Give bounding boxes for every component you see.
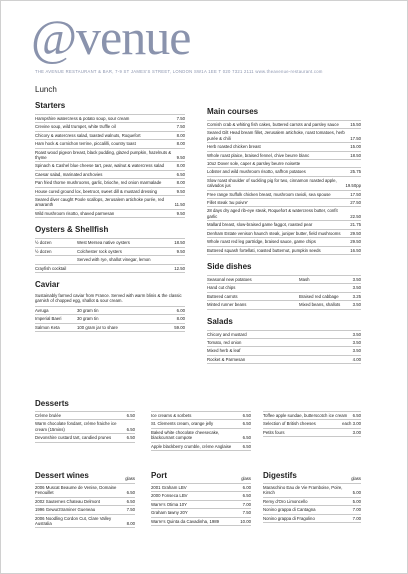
main-item [207, 207, 361, 221]
dessert-item [263, 412, 361, 420]
starter-item-price: 9.50 [176, 188, 185, 194]
oyster-item-price: 18.50 [174, 240, 185, 246]
salad-item-name: Rocket & Parmesan [207, 356, 246, 362]
main-item-name: Fillet steak 'au poivre' [207, 200, 249, 206]
dessert-item-name: Petits fours [263, 429, 285, 435]
dessert-item [35, 434, 135, 442]
digestifs-heading: Digestifs [263, 471, 297, 480]
caviar-item-name: 100 gram jar to share [77, 324, 118, 330]
dessert-item-price: each 3.00 [342, 421, 361, 427]
side-item [207, 293, 361, 301]
digestifs-section [263, 471, 361, 523]
digestif-item-price: 5.00 [352, 490, 361, 496]
main-item-price: 16.50 [350, 247, 361, 253]
dessert-item-price: 6.50 [126, 426, 135, 432]
starters-heading: Starters [35, 101, 66, 110]
starter-item [35, 115, 185, 123]
main-item-name: Denham Estate venison haunch steak, juniper butter, field mushrooms [207, 230, 341, 236]
main-item [207, 168, 361, 176]
main-item-name: Mallard breast, slow-braised game faggot, roasted pear [207, 222, 313, 228]
salad-item [207, 331, 361, 339]
dessert-wine-item-name: 2006 Noodling Cordon Cut, Clare Valley Australia [35, 515, 112, 527]
oyster-item-name: West Mersea native oysters [77, 240, 130, 246]
salad-item-price: 3.50 [352, 339, 361, 345]
dessert-item [263, 420, 361, 428]
main-item [207, 152, 361, 160]
port-item-price: 7.50 [242, 510, 251, 516]
main-item-name: Herb roasted chicken breast [207, 144, 261, 150]
caviar-item-price: 8.00 [176, 316, 185, 322]
mains-heading: Main courses [207, 107, 259, 116]
main-item-name: Slow roast shoulder of suckling pig for two, cinnamon roasted apple, calvados jus [207, 177, 337, 189]
oyster-item-qty: ½ dozen [35, 240, 52, 246]
oysters-heading: Oysters & Shellfish [35, 225, 109, 235]
dessert-item-price: 6.50 [242, 421, 251, 427]
salad-item [207, 347, 361, 355]
main-item-name: Whole roast red leg partridge, braised sauce, game chips [207, 239, 316, 245]
restaurant-address: THE AVENUE RESTAURANT & BAR, 7-9 ST JAMES'S STREET, LONDON SW1A 1EE T 020 7321 2111 www.theavenue-restaurant.com [35, 69, 323, 74]
starter-item-price: 7.50 [176, 124, 185, 130]
digestif-item [263, 515, 361, 523]
dessert-wine-item-price: 6.50 [126, 490, 135, 496]
main-item [207, 129, 361, 143]
starter-item-name: Pan fried thorne mushrooms, garlic, brioche, red onion marmalade [35, 180, 162, 186]
salad-item-price: 4.00 [352, 356, 361, 362]
dessert-item-name: Toffee apple sundae, butterscotch ice cream [263, 413, 348, 418]
main-item-price: 18.50 [350, 152, 361, 158]
digestif-item-price: 7.00 [352, 515, 361, 521]
side-item-price: 3.50 [352, 285, 361, 291]
salad-item [207, 356, 361, 364]
starter-item [35, 149, 185, 163]
salads-list [207, 331, 361, 365]
dessert-item [151, 412, 251, 420]
dessert-item-name: Crème brulée [35, 413, 62, 418]
caviar-item [35, 315, 185, 323]
caviar-item-name: 30 gram tin [77, 316, 99, 322]
caviar-item-qty: Avruga [35, 307, 49, 313]
port-item-name: Warre's Quinta da Cavadinha, 1989 [151, 518, 220, 524]
digestif-item [263, 484, 361, 498]
main-item-price: 17.50 [350, 135, 361, 141]
main-item-name: Lobster and wild mushroom risotto, saffron potatoes [207, 169, 306, 175]
mains-list [207, 121, 361, 255]
digestif-item-name: Nonino grappa di Fragolino [263, 515, 315, 521]
caviar-item-price: 59.00 [174, 324, 185, 330]
starter-item-name: Ham hock & cornichon terrine, piccalilli, country toast [35, 141, 136, 147]
digestif-item-name: Remy d'Oro Limoncello [263, 498, 308, 504]
oyster-item-qty: Crayfish cocktail [35, 265, 67, 271]
dessert-wine-item [35, 498, 135, 506]
side-item-first: Seasonal new potatoes [207, 276, 252, 282]
starter-item [35, 162, 185, 170]
starter-item-name: Chicory & watercress salad, toasted walnuts, Roquefort [35, 132, 141, 138]
main-item [207, 221, 361, 229]
dessert-wine-item-name: 2002 Sauternes Chateau Delmont [35, 498, 100, 504]
caviar-item-price: 6.00 [176, 307, 185, 313]
caviar-intro: Sustainably farmed caviar from France. Served with warm blinis & the classic garnish of chopped egg, shallot & sour cream. [35, 292, 182, 304]
main-item-name: Seared Gilt Head bream fillet, Jerusalem artichoke, roast tomatoes, herb purée & chili [207, 130, 345, 141]
desserts-col3 [263, 411, 361, 437]
starter-item [35, 132, 185, 140]
port-item [151, 484, 251, 492]
main-item [207, 247, 361, 255]
starter-item-price: 9.50 [176, 155, 185, 161]
salads-heading: Salads [207, 316, 233, 326]
port-item-name: Warre's Otima 10Y [151, 501, 187, 507]
main-item-price: 27.50 [350, 200, 361, 206]
side-item-second: Mash [299, 276, 310, 282]
oyster-item [35, 256, 185, 264]
dessert-item-name: Baked white chocolate cheesecake, blackcurrant compote [151, 429, 220, 441]
digestif-item-price: 5.00 [352, 498, 361, 504]
oyster-item-price: 9.50 [176, 248, 185, 254]
main-item [207, 143, 361, 151]
main-item-name: Whole roast plaice, braised fennel, chive beurre blanc [207, 152, 310, 158]
main-item-price: 22.50 [350, 213, 361, 219]
digestif-item-name: Nonino grappa di Cantagna [263, 507, 316, 513]
dessert-wines-glass-label: glass [125, 476, 135, 481]
port-item [151, 492, 251, 500]
digestif-item [263, 498, 361, 506]
right-column [207, 107, 361, 364]
starter-item [35, 171, 185, 179]
dessert-item-price: 6.50 [242, 435, 251, 441]
starter-item [35, 196, 185, 210]
dessert-item-name: Selection of British cheeses [263, 421, 316, 427]
starter-item [35, 179, 185, 187]
starter-item-name: Caesar salad, marinated anchovies [35, 171, 103, 177]
dessert-item-name: St. Clements cream, orange jelly [151, 421, 214, 427]
starter-item [35, 140, 185, 148]
caviar-item-qty: Salmon Keta [35, 324, 60, 330]
dessert-wine-item-name: 2006 Muscat Beaume de Venise, Domaine Fenouillet [35, 485, 117, 496]
salad-item-name: Tomato, red onion [207, 339, 242, 345]
salad-item-name: Chicory and mustard [207, 331, 247, 337]
side-item-price: 3.50 [352, 302, 361, 308]
oyster-item-name: Served with rye, shallot vinegar, lemon [77, 257, 151, 263]
side-item-second: Mixed beans, shallots [299, 302, 341, 308]
side-item-price: 3.50 [352, 276, 361, 282]
port-glass-label: glass [241, 476, 251, 481]
dessert-wines-section [35, 471, 135, 528]
sides-list [207, 276, 361, 310]
desserts-heading: Desserts [35, 399, 69, 408]
port-item-price: 7.00 [242, 501, 251, 507]
dessert-wine-item [35, 484, 135, 498]
side-item [207, 301, 361, 309]
dessert-item-name: Ice creams & sorbets [151, 413, 192, 418]
dessert-item-name: Warm chocolate fondant, crème fraiche ice cream (15mins) [35, 421, 117, 432]
starter-item-name: Hampshire watercress & potato soup, sour cream [35, 116, 130, 121]
oyster-item [35, 248, 185, 256]
main-item-price: 29.50 [350, 239, 361, 245]
dessert-item [35, 412, 135, 420]
side-item-price: 3.25 [352, 293, 361, 299]
salad-item [207, 339, 361, 347]
dessert-item-price: 3.00 [352, 429, 361, 435]
dessert-item-price: 6.50 [242, 413, 251, 418]
starter-item-price: 8.00 [176, 132, 185, 138]
dessert-wine-item-price: 6.50 [126, 498, 135, 504]
starter-item-name: Spinach & Cashel blue cheese tart, pear, walnut & watercress salad [35, 163, 164, 169]
left-column [35, 101, 185, 332]
caviar-item [35, 324, 185, 332]
caviar-item-name: 30 gram tin [77, 307, 99, 313]
main-item [207, 160, 361, 168]
starter-item-name: Roast wood pigeon breast, black pudding, glazed pumpkin, hazelnuts & thyme [35, 149, 172, 161]
port-item [151, 501, 251, 509]
caviar-heading: Caviar [35, 279, 60, 289]
starters-list [35, 115, 185, 218]
oyster-item-name [77, 266, 174, 271]
port-item-name: 2001 Graham LBV [151, 485, 187, 490]
port-item-price: 10.00 [240, 518, 251, 524]
starter-item-name: Crevine soup, wild trumpet, white truffle oil [35, 124, 116, 130]
desserts-col1 [35, 411, 135, 443]
port-item-name: Graham tawny 20Y [151, 510, 188, 516]
caviar-list [35, 307, 185, 332]
port-heading: Port [151, 471, 167, 480]
caviar-item-qty: Imperial Baeri [35, 316, 62, 322]
side-item-first: Hand cut chips [207, 285, 236, 291]
salad-item-name: Mixed herb & leaf [207, 348, 241, 354]
dessert-item-price: 6.50 [126, 435, 135, 441]
starter-item-price: 8.00 [176, 163, 185, 169]
dessert-wine-item-price: 7.50 [126, 507, 135, 513]
main-item-price: 29.50 [350, 230, 361, 236]
oyster-item-price: 12.50 [174, 265, 185, 271]
main-item-name: 28 days dry aged rib-eye steak, Roquefort & watercress butter, confit garlic [207, 208, 338, 219]
oyster-item-name: Colchester rock oysters [77, 248, 122, 254]
oyster-item [35, 239, 185, 247]
starter-item-name: Seared diver caught Poole scallops, Jerusalem artichoke purée, red amaranth [35, 197, 164, 208]
starter-item-price: 11.50 [174, 202, 185, 208]
dessert-wines-heading: Dessert wines [35, 471, 89, 480]
starter-item [35, 123, 185, 131]
oyster-item-qty [35, 257, 77, 262]
main-item-name: Cornish crab & whiting fish cakes, buttered carrots and parsley sauce [207, 122, 339, 127]
main-item-price: 15.50 [350, 122, 361, 127]
dessert-wine-item-price: 8.00 [126, 521, 135, 527]
port-item [151, 518, 251, 526]
starter-item-name: House cured ground lox, beetroot, sweet dill & mustard dressing [35, 188, 158, 194]
main-item-price: 15.00 [350, 144, 361, 150]
side-item-first: Buttered carrots [207, 293, 238, 299]
side-item-second: Braised red cabbage [299, 293, 339, 299]
side-item [207, 276, 361, 284]
desserts-col2 [151, 411, 251, 451]
caviar-item [35, 307, 185, 315]
port-item-price: 6.00 [242, 485, 251, 490]
main-item [207, 230, 361, 238]
dessert-item-price: 6.50 [352, 413, 361, 418]
dessert-item-price: 6.50 [242, 443, 251, 449]
dessert-item-name: Apple blackberry crumble, crème Anglaise [151, 443, 232, 449]
dessert-item [151, 429, 251, 443]
dessert-wine-item [35, 506, 135, 514]
dessert-item [151, 420, 251, 428]
oysters-list [35, 239, 185, 273]
dessert-wine-item-name: 1996 Gewurztraminer Gueneau [35, 507, 96, 513]
starter-item-price: 8.00 [176, 180, 185, 186]
main-item [207, 121, 361, 129]
starter-item [35, 188, 185, 196]
salad-item-price: 3.50 [352, 331, 361, 337]
side-item-first: Minted runner beans [207, 302, 247, 308]
starter-item-price: 7.50 [176, 116, 185, 121]
main-item-price: 17.50 [350, 191, 361, 197]
salad-item-price: 3.50 [352, 348, 361, 354]
main-item-price: 19.50pp [345, 183, 361, 189]
starter-item-price: 9.50 [176, 210, 185, 216]
side-item [207, 284, 361, 292]
main-item-name: Buttered squash fortellati, roasted butternut, pumpkin seeds [207, 247, 321, 253]
main-item [207, 238, 361, 246]
dessert-item [263, 429, 361, 437]
dessert-item [151, 443, 251, 451]
dessert-wine-item [35, 515, 135, 529]
port-section [151, 471, 251, 526]
main-item [207, 199, 361, 207]
main-item [207, 191, 361, 199]
side-item-second [299, 285, 353, 290]
starter-item-name: Wild mushroom risotto, shaved parmesan [35, 210, 115, 216]
main-item-name: Free range Suffolk chicken breast, mushroom ravioli, sea spouse [207, 191, 331, 197]
port-item [151, 509, 251, 517]
port-item-price: 6.50 [242, 493, 251, 499]
menu-title: Lunch [35, 85, 57, 94]
main-item [207, 177, 361, 191]
oyster-item [35, 265, 185, 273]
sides-heading: Side dishes [207, 261, 252, 271]
digestif-item-name: Maraschino Eau de Vie Framboise, Poire, Kirsch [263, 485, 343, 496]
restaurant-logo: @venue [31, 9, 191, 65]
starter-item [35, 210, 185, 218]
dessert-item [35, 420, 135, 434]
main-item-price: 25.75 [350, 169, 361, 175]
dessert-item-price: 6.50 [126, 413, 135, 418]
oyster-item-qty: ½ dozen [35, 248, 52, 254]
dessert-item-name: Devonshire custard tart, candied prunes [35, 435, 112, 441]
starter-item-price: 6.50 [176, 171, 185, 177]
main-item-price: 21.75 [350, 222, 361, 228]
port-item-name: 2000 Fonseca LBV [151, 493, 188, 499]
starter-item-price: 8.00 [176, 141, 185, 147]
digestif-item [263, 506, 361, 514]
main-item-name: 10oz Dover sole, caper & parsley beurre noisette [207, 161, 301, 167]
digestifs-glass-label: glass [351, 476, 361, 481]
digestif-item-price: 7.00 [352, 507, 361, 513]
